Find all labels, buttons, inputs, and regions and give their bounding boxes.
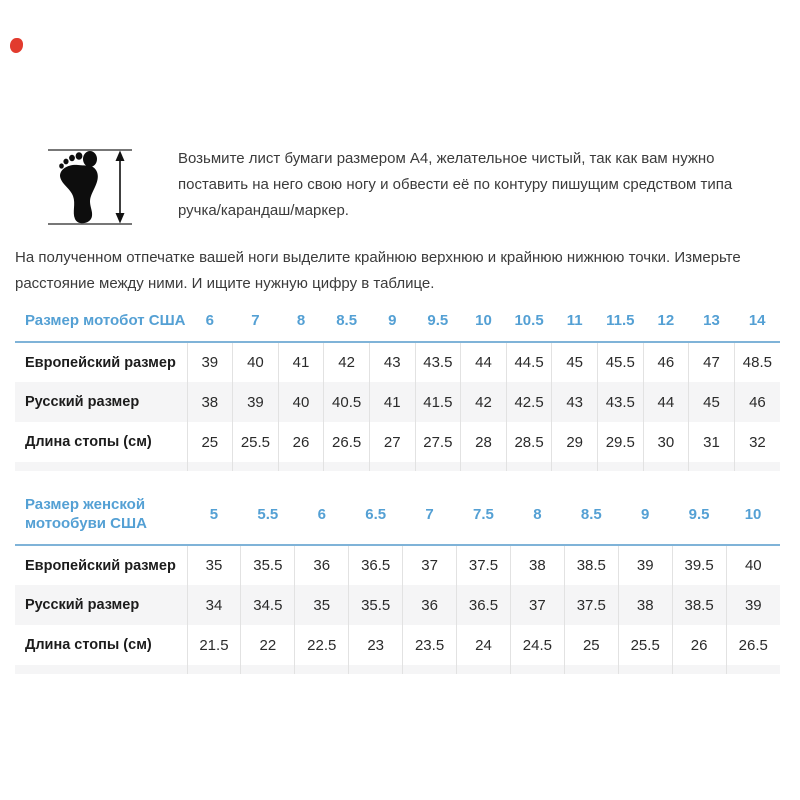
size-cell: 34.5 [241, 585, 295, 625]
size-cell: 26 [278, 422, 324, 462]
size-cell: 43.5 [597, 382, 643, 422]
size-cell: 29.5 [597, 422, 643, 462]
size-cell: 44 [643, 382, 689, 422]
footprint-icon [59, 151, 98, 223]
size-cell: 39 [618, 545, 672, 585]
size-cell: 41 [278, 342, 324, 382]
size-column-header: 10.5 [506, 303, 552, 342]
table-overflow-stub [15, 462, 780, 471]
table-row [15, 422, 780, 462]
size-cell: 36 [403, 585, 457, 625]
size-column-header: 8 [278, 303, 324, 342]
size-column-header: 14 [734, 303, 780, 342]
size-cell: 25 [564, 625, 618, 665]
size-cell: 45 [689, 382, 735, 422]
size-cell: 46 [734, 382, 780, 422]
size-column-header: 10 [726, 487, 780, 545]
instruction-paragraph-2: На полученном отпечатке вашей ноги выделите крайнюю верхнюю и крайнюю нижнюю точки. Измерьте расстояние между ними. И ищите нужную цифру в таблице. [15, 249, 741, 292]
row-label: Длина стопы (см) [25, 434, 152, 450]
table-row [15, 625, 780, 665]
size-cell: 27.5 [415, 422, 461, 462]
size-column-header: 7.5 [457, 487, 511, 545]
size-cell: 28.5 [506, 422, 552, 462]
table-header-row [15, 303, 780, 342]
size-cell: 39.5 [672, 545, 726, 585]
size-cell: 25.5 [618, 625, 672, 665]
size-cell: 37.5 [564, 585, 618, 625]
size-column-header: 5 [187, 487, 241, 545]
size-cell: 40 [278, 382, 324, 422]
size-column-header: 13 [689, 303, 735, 342]
size-cell: 26.5 [726, 625, 780, 665]
size-cell: 38 [187, 382, 233, 422]
size-cell: 25.5 [233, 422, 279, 462]
size-cell: 48.5 [734, 342, 780, 382]
size-column-header: 9 [618, 487, 672, 545]
size-column-header: 8 [510, 487, 564, 545]
size-cell: 40.5 [324, 382, 370, 422]
size-cell: 29 [552, 422, 598, 462]
size-cell: 37 [510, 585, 564, 625]
size-cell: 38.5 [564, 545, 618, 585]
womens-boot-size-table [15, 487, 780, 674]
size-cell: 37.5 [457, 545, 511, 585]
row-label: Русский размер [25, 597, 140, 613]
size-cell: 24.5 [510, 625, 564, 665]
size-cell: 42 [324, 342, 370, 382]
size-column-header: 7 [233, 303, 279, 342]
size-cell: 22 [241, 625, 295, 665]
size-cell: 23.5 [403, 625, 457, 665]
size-column-header: 12 [643, 303, 689, 342]
size-column-header: 6 [187, 303, 233, 342]
size-cell: 38 [510, 545, 564, 585]
size-cell: 39 [187, 342, 233, 382]
size-cell: 46 [643, 342, 689, 382]
table-header-label: Размер мотобот США [15, 303, 187, 342]
table-row [15, 585, 780, 625]
size-cell: 41 [369, 382, 415, 422]
size-column-header: 8.5 [324, 303, 370, 342]
size-cell: 39 [233, 382, 279, 422]
measure-arrow-icon [116, 151, 125, 224]
size-cell: 43 [552, 382, 598, 422]
table-row [15, 545, 780, 585]
size-cell: 34 [187, 585, 241, 625]
size-cell: 38 [618, 585, 672, 625]
size-column-header: 7 [403, 487, 457, 545]
mens-boot-size-table [15, 303, 780, 471]
size-cell: 41.5 [415, 382, 461, 422]
size-cell: 31 [689, 422, 735, 462]
table-row [15, 342, 780, 382]
table-header-label: Размер женской мотообуви США [15, 487, 187, 545]
size-cell: 22.5 [295, 625, 349, 665]
size-cell: 42.5 [506, 382, 552, 422]
size-cell: 24 [457, 625, 511, 665]
size-cell: 23 [349, 625, 403, 665]
size-cell: 32 [734, 422, 780, 462]
size-cell: 35.5 [241, 545, 295, 585]
row-label: Русский размер [25, 394, 140, 410]
size-column-header: 8.5 [564, 487, 618, 545]
size-cell: 36 [295, 545, 349, 585]
size-cell: 38.5 [672, 585, 726, 625]
size-cell: 26 [672, 625, 726, 665]
size-cell: 30 [643, 422, 689, 462]
table-row [15, 382, 780, 422]
size-column-header: 9 [369, 303, 415, 342]
size-cell: 27 [369, 422, 415, 462]
row-label: Европейский размер [25, 354, 176, 371]
size-cell: 21.5 [187, 625, 241, 665]
size-cell: 36.5 [349, 545, 403, 585]
size-column-header: 9.5 [415, 303, 461, 342]
size-column-header: 9.5 [672, 487, 726, 545]
size-cell: 44.5 [506, 342, 552, 382]
size-cell: 45 [552, 342, 598, 382]
size-cell: 28 [461, 422, 507, 462]
size-column-header: 6 [295, 487, 349, 545]
foot-measurement-figure [15, 146, 178, 233]
size-column-header: 5.5 [241, 487, 295, 545]
size-cell: 35 [295, 585, 349, 625]
size-cell: 25 [187, 422, 233, 462]
size-cell: 37 [403, 545, 457, 585]
size-cell: 44 [461, 342, 507, 382]
size-column-header: 6.5 [349, 487, 403, 545]
size-cell: 42 [461, 382, 507, 422]
size-cell: 40 [726, 545, 780, 585]
size-column-header: 11.5 [597, 303, 643, 342]
size-cell: 36.5 [457, 585, 511, 625]
size-cell: 26.5 [324, 422, 370, 462]
row-label: Длина стопы (см) [25, 637, 152, 653]
size-column-header: 10 [461, 303, 507, 342]
size-cell: 35 [187, 545, 241, 585]
instruction-paragraph-1: Возьмите лист бумаги размером А4, желательное чистый, так как вам нужно поставить на него свою ногу и обвести её по контуру пишущим средством типа ручка/карандаш/маркер. [178, 150, 733, 219]
size-cell: 43.5 [415, 342, 461, 382]
size-cell: 47 [689, 342, 735, 382]
footprint-measure-diagram [48, 146, 143, 228]
size-column-header: 11 [552, 303, 598, 342]
size-cell: 39 [726, 585, 780, 625]
size-cell: 45.5 [597, 342, 643, 382]
size-cell: 35.5 [349, 585, 403, 625]
intro-section [15, 0, 780, 233]
row-label: Европейский размер [25, 557, 176, 574]
table-header-row [15, 487, 780, 545]
size-cell: 43 [369, 342, 415, 382]
table-overflow-stub [15, 665, 780, 674]
size-cell: 40 [233, 342, 279, 382]
